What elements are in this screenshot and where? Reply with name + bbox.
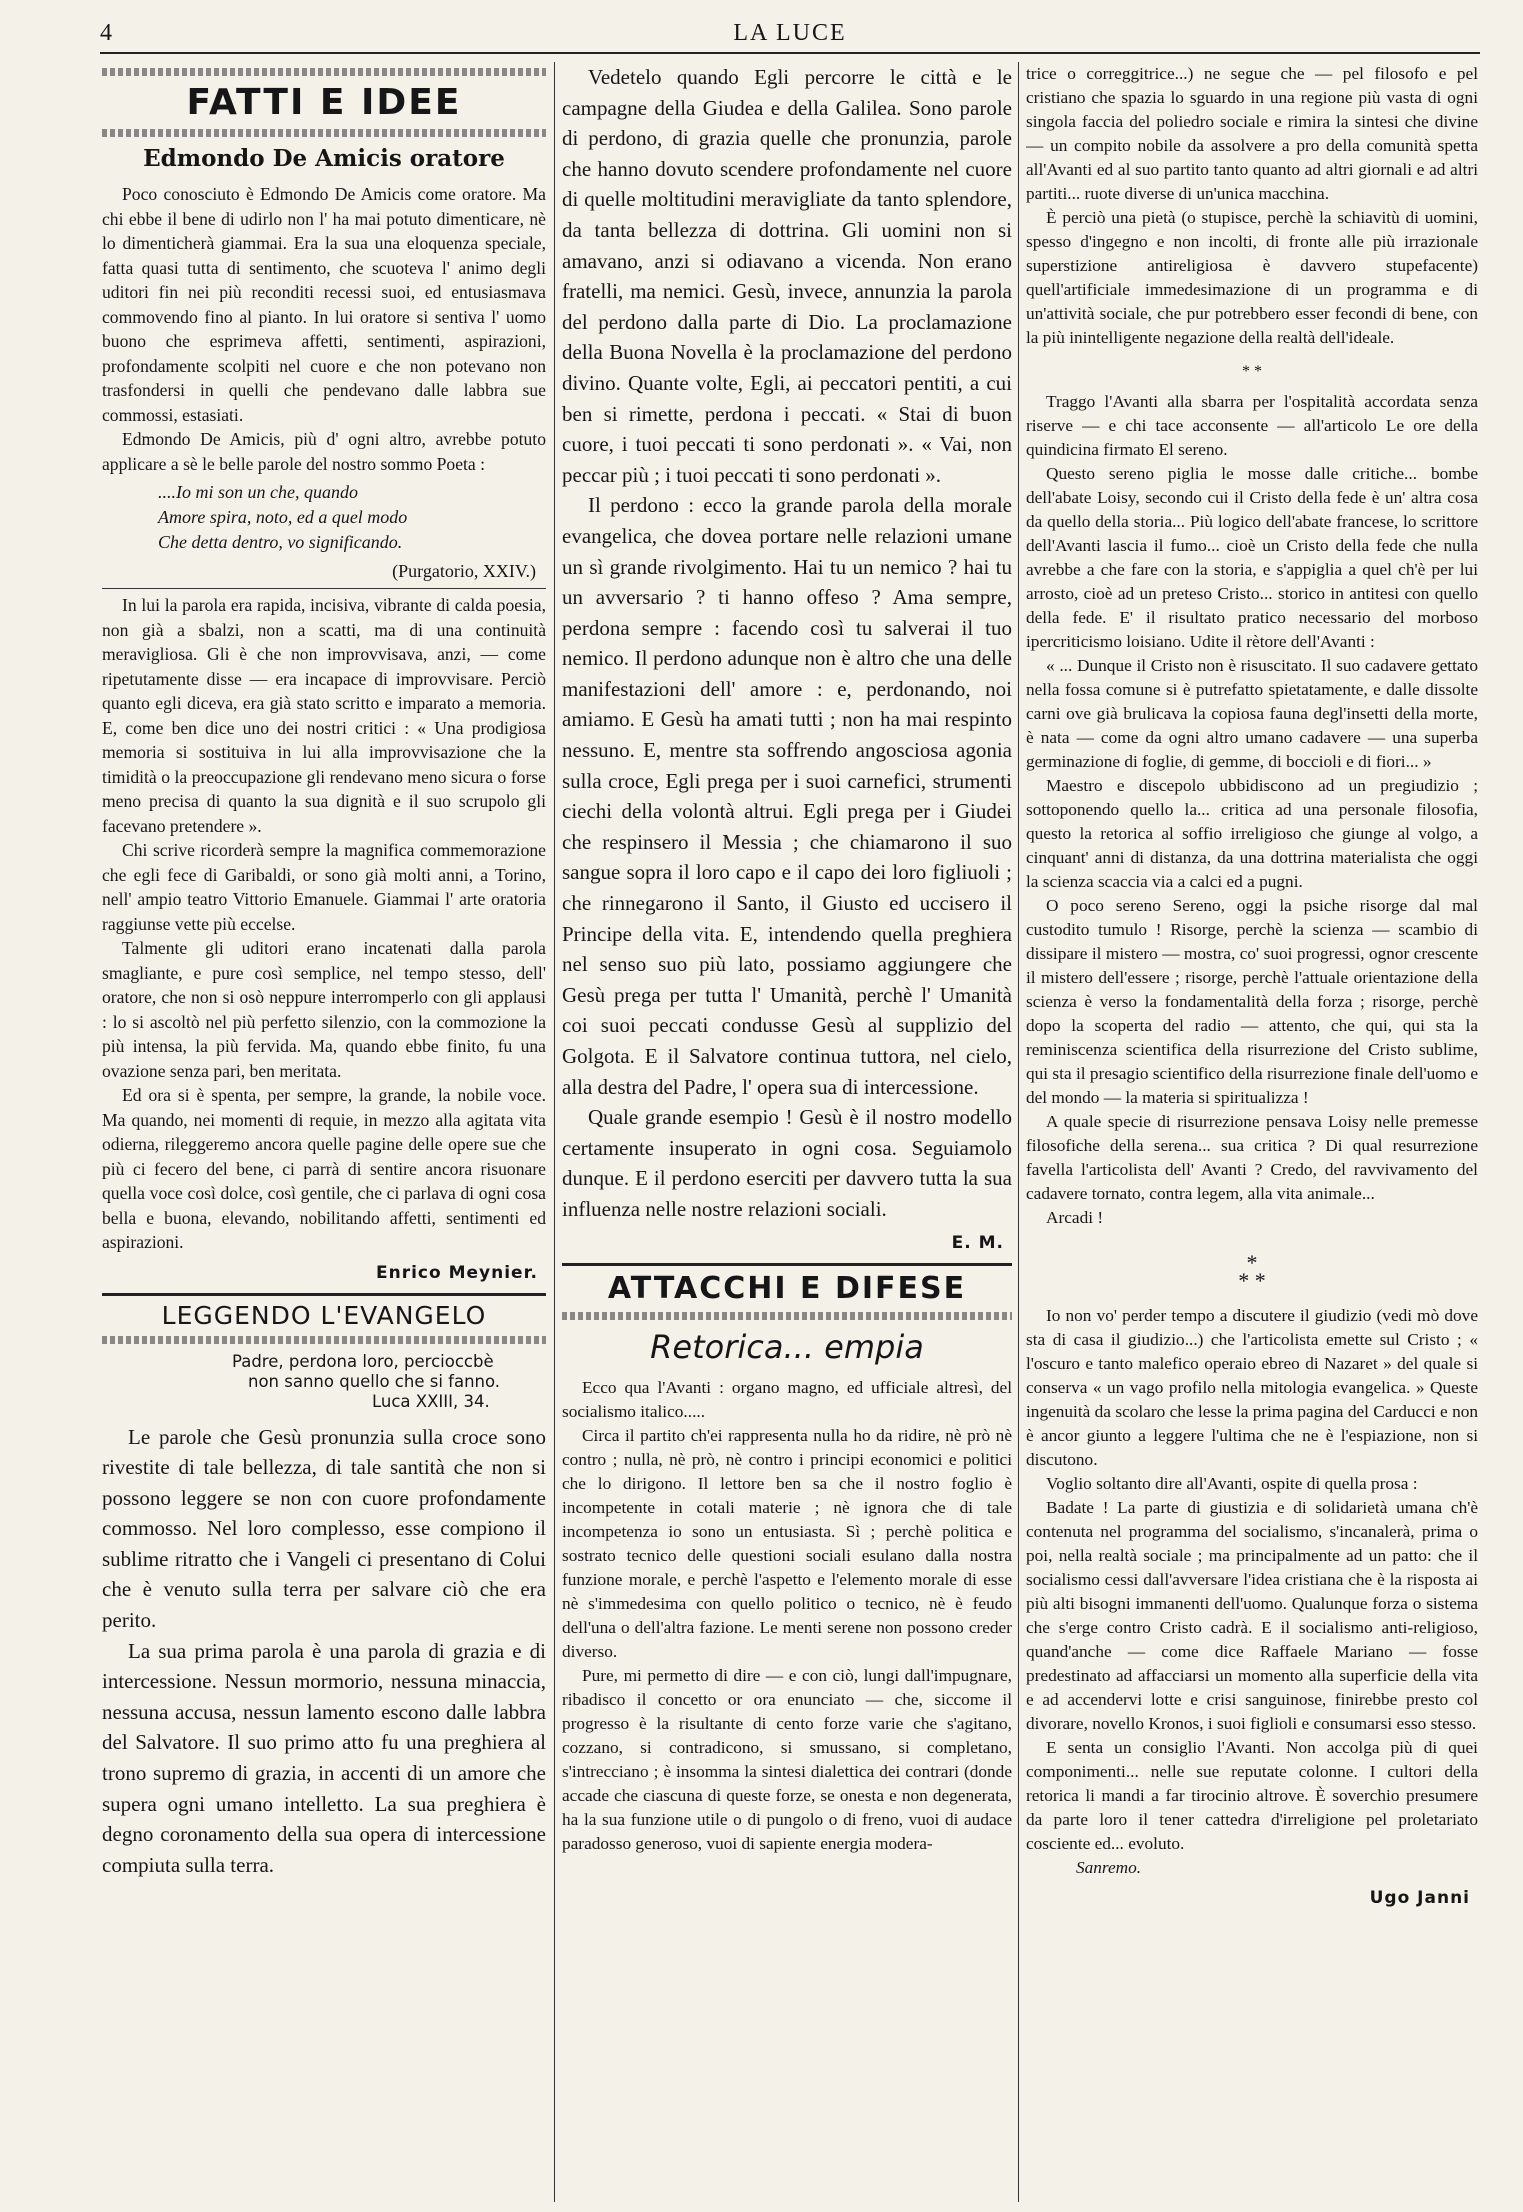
ornamental-rule [102,129,546,137]
section-title-attacchi-e-difese: ATTACCHI E DIFESE [607,1270,967,1306]
article-title: LEGGENDO L'EVANGELO [161,1300,487,1330]
divider [102,1293,546,1296]
verse-line: Amore spira, noto, ed a quel modo [158,507,408,527]
epigraph-line: Padre, perdona loro, percioccbè [232,1351,494,1371]
divider [102,588,546,589]
paragraph: Io non vo' perder tempo a discutere il giudizio (vedi mò dove sta di casa il giudizio...) che l'articolista emette sul Cristo ; « l'oscuro e tanto malefico operaio ebreo di Nazaret » del quale si conserva « un vago profilo nella mitologia evangelica. » Queste ingenuità da scolaro che lesse la prima pagina del Carducci e non è ancor giunto a leggere l'ultima che ne è l'espiazione, non si discutono. [1026,1306,1478,1469]
paragraph: Le parole che Gesù pronunzia sulla croce sono rivestite di tale bellezza, di tale santità che non si possono leggere se non con cuore profondamente commosso. Nel loro complesso, esse compiono il sublime ritratto che i Vangeli ci presentano di Colui che è venuto sulla terra per salvare ciò che era perito. [102,1424,546,1633]
paragraph: Circa il partito ch'ei rappresenta nulla ho da ridire, nè prò nè contro ; nulla, nè prò, nè contro i principi economici e politici che lo dirigono. Il lettore ben sa che il nostro foglio è incompetente in cotali materie ; nè ignora che di tale incompetenza io sono un entusiasta. Sì ; perchè politica e sostrato tecnico delle questioni sociali esulano dalla nostra funzione morale, e perchè l'aspetto e l'elemento morale di esse nè s'immedesima con quello politico o tecnico, nè è feudo dell'una o dell'altra fazione. Le menti serene non possono creder diverso. [562,1425,1012,1661]
star-bottom: * * [1238,1268,1266,1293]
page-header [100,18,1480,54]
article-title: Retorica... empia [650,1327,924,1366]
paragraph: In lui la parola era rapida, incisiva, vibrante di calda poesia, non già a sbalzi, non a scatti, ma di una continuità meravigliosa. Gli è che non improvvisava, anzi, — come ripetutamente disse — era incapace di improvvisare. Perciò quanto egli diceva, era già stato scritto e imparato a memoria. E, come ben dice uno dei nostri critici : « Una prodigiosa memoria si sostituiva in lui alla improvvisazione che la timidità o la preoccupazione gli rendevano meno sicura o forse meno precisa di quanto la sua dignità e il suo scrupolo gli facevano pretendere ». [102,595,546,836]
paragraph: O poco sereno Sereno, oggi la psiche risorge dal mal custodito tumulo ! Risorge, perchè la scienza — scambio di dissipare il mistero — mostra, co' suoi progressi, ognor crescente il mistero dell'essere ; risorge, perchè l'attuale orientazione della scienza è verso la fondamentalità della forza ; risorge, perchè dopo la scoperta del radio — attento, che qui, qui sta la reminiscenza scientifica della risurrezione del Cristo sublime, qui sta il presagio scientifico della risurrezione finale dell'uomo e del mondo — la materia si spiritualizza ! [1026,896,1478,1107]
paragraph: Edmondo De Amicis, più d' ogni altro, avrebbe potuto applicare a sè le belle parole del nostro sommo Poeta : [102,429,546,474]
epigraph [232,1352,546,1412]
article-body [562,62,1012,1225]
paragraph: trice o correggitrice...) ne segue che — pel filosofo e pel cristiano che spazia lo sguardo in una regione più vasta di ogni singola faccia del poliedro sociale e rimira la sintesi che divine — un compito nobile da assolvere a pro della comunità spetta all'Avanti ed al suo partito tanto quanto ad altri giornali e ad altri partiti... ruote diverse di un'unica macchina. [1026,64,1478,203]
article-signature: Enrico Meynier. [375,1262,538,1283]
verse-source: (Purgatorio, XXIV.) [392,561,536,581]
verse-line: ....Io mi son un che, quando [158,482,358,502]
paragraph: Ed ora si è spenta, per sempre, la grande, la nobile voce. Ma quando, nei momenti di requie, in mezzo alla agitata vita odierna, rileggeremo ancora quelle pagine delle opere sue che più ci fecero del bene, ci parrà di sentire ancora risuonare quella voce così dolce, così gentile, che ci parlava di ogni cosa bella e buona, elevando, nobilitando affetti, sentimenti ed aspirazioni. [102,1085,546,1252]
paragraph: Traggo l'Avanti alla sbarra per l'ospitalità accordata senza riserve — e chi tace acconsente — all'articolo Le ore della quindicina firmato El sereno. [1026,392,1478,459]
paragraph: È perciò una pietà (o stupisce, perchè la schiavitù di uomini, spesso d'ingegno e non incolti, di fronte alle più irrazionale superstizione antireligiosa è davvero stupefacente) quell'artificiale immedesimazione di un programma e di un'attività sociale, che pur potrebbero esser fecondi di bene, con la più inintelligente negazione della realtà dell'ideale. [1026,208,1478,347]
page-number: 4 [100,20,112,46]
paragraph: Pure, mi permetto di dire — e con ciò, lungi dall'impugnare, ribadisco il concetto or ora enunciato — che, siccome il progresso è la risultante di cento forze varie che s'agitano, cozzano, si contradicono, si smussano, si completano, s'intrecciano ; è insomma la sintesi dialettica dei contrari (donde accade che ciascuna di queste forze, se onesta e non degenerata, ha la sua funzione utile o di pungolo o di freno, vuoi di audace paradosso generoso, vuoi di sapiente energia modera- [562,1665,1012,1853]
column-3 [1026,62,1478,1918]
verse-quote [158,480,546,555]
column-1 [102,62,546,1880]
paragraph: Arcadi ! [1046,1208,1104,1227]
article-title: Edmondo De Amicis oratore [143,145,505,172]
paragraph: Badate ! La parte di giustizia e di solidarietà umana ch'è contenuta nel programma del socialismo, s'incanalerà, prima o poi, nella realtà sociale ; ma principalmente ad un patto: che il socialismo cessi dall'avversare l'idea cristiana che è la risposta ai più alti bisogni immanenti dell'uomo. Qualunque forza o sistema che s'erge contro Cristo cadrà. E il socialismo anti-religioso, quand'anche — come dice Raffaele Mariano — fosse predestinato ad affacciarsi un momento alla superficie della vita e ad accendervi lotte e crisi sanguinose, finirebbe presto col divorare, novello Kronos, i suoi figlioli e consumarsi esso stesso. [1026,1498,1478,1733]
ornamental-rule [562,1312,1012,1320]
paragraph: Voglio soltanto dire all'Avanti, ospite di quella prosa : [1046,1474,1418,1493]
article-signature: E. M. [951,1232,1004,1253]
paragraph: Poco conosciuto è Edmondo De Amicis come oratore. Ma chi ebbe il bene di udirlo non l' ha mai potuto dimenticare, nè lo dimenticherà giammai. Era la sua una eloquenza speciale, fatta quasi tutta di sentimento, che scuoteva l' animo degli uditori fin nei più reconditi recessi suoi, ed entusiasmava commovendo fino al pianto. In lui oratore si sentiva l' uomo buono che esprimeva affetti, sentimenti, aspirazioni, profondamente scolpiti nel cuore e che non potevano non trasfondersi in quelli che pendevano dalle labbra sue commossi, estasiati. [102,184,546,425]
paragraph: Maestro e discepolo ubbidiscono ad un pregiudizio ; sottoponendo quello la... critica ad una personale filosofia, questo la retorica al soffio irreligioso che giunge al volgo, a cinquant' anni di distanza, da una dottrina materialista che oggi la scienza scaccia via a calci ed a pugni. [1026,776,1478,891]
star-top: * [1246,1250,1258,1275]
ornamental-rule [102,1336,546,1344]
article-body [102,1422,546,1881]
section-title-fatti-e-idee: FATTI E IDEE [186,82,462,123]
paragraph: La sua prima parola è una parola di grazia e di intercessione. Nessun mormorio, nessuna minaccia, nessuna accusa, nessun lamento escono dalle labbra del Salvatore. Il suo primo atto fu una preghiera al trono supremo di grazia, in accenti di un amore che supera ogni umano intelletto. La sua preghiera è degno coronamento della sua opera di intercessione compiuta sulla terra. [102,1638,546,1877]
epigraph-source: Luca XXIII, 34. [372,1391,490,1411]
paragraph: Quale grande esempio ! Gesù è il nostro modello certamente insuperato in ogni cosa. Seguiamolo dunque. E il perdono eserciti per davvero tutta la sua influenza nelle nostre relazioni sociali. [562,1105,1012,1221]
paragraph: Chi scrive ricorderà sempre la magnifica commemorazione che egli fece di Garibaldi, or sono già molti anni, a Torino, nell' ampio teatro Vittorio Emanuele. Giammai l' arte oratoria raggiunse vette più eccelse. [102,840,546,934]
newspaper-name: LA LUCE [733,20,847,46]
verse-line: Che detta dentro, vo significando. [158,532,403,552]
column-divider [554,62,555,2202]
paragraph: Il perdono : ecco la grande parola della morale evangelica, che dovea portare nelle relazioni umane un sì grande rivolgimento. Hai tu un nemico ? hai tu un avversario ? ti hanno offeso ? Ama sempre, perdona sempre : facendo così tu salverai il tuo nemico. Il perdono adunque non è altro che una delle manifestazioni dell' amore : e, perdonando, noi amiamo. E Gesù ha amati tutti ; non ha mai respinto nessuno. E, mentre sta soffrendo angosciosa agonia sulla croce, Egli prega per i suoi carnefici, strumenti ciechi della volontà altrui. Egli prega per i Giudei che respinsero il Messia ; che chiamarono il suo sangue sopra il loro capo e il capo dei loro figliuoli ; che rinnegarono il Santo, il Giusto ed uccisero il Principe della vita. E, intendendo quella preghiera nel senso suo più lato, possiamo aggiungere che Gesù prega per tutta l' Umanità, perchè l' Umanità coi suoi peccati condusse Gesù al supplizio del Golgota. E il Salvatore continua tuttora, nel cielo, alla destra del Padre, l' opera sua di intercessione. [562,493,1012,1099]
column-divider [1018,62,1019,2202]
article-body [102,182,546,1255]
column-2 [562,62,1012,1856]
section-break-stars: * * [1242,363,1262,380]
paragraph: A quale specie di risurrezione pensava Loisy nelle premesse filosofiche della serena... sua critica ? Di qual resurrezione favella l'articolista dell' Avanti ? Credo, del ravvivamento del cadavere tornato, contra legem, alla vita animale... [1026,1112,1478,1203]
article-body [562,1376,1012,1856]
paragraph: E senta un consiglio l'Avanti. Non accolga più di quei componimenti... nelle sue reputate colonne. I cultori della retorica li mandi a far tirocinio altrove. È soverchio presumere da parte loro il tener cattedra d'irreligione pel proletariato cosciente ed... evoluto. [1026,1738,1478,1853]
ornamental-rule [102,68,546,76]
section-break-stars [1026,1250,1478,1293]
paragraph: Ecco qua l'Avanti : organo magno, ed ufficiale altresì, del socialismo italico..... [562,1377,1012,1421]
paragraph: « ... Dunque il Cristo non è risuscitato. Il suo cadavere gettato nella fossa comune si è putrefatto spietatamente, e dalle dissolte carni ove già brulicava la copiosa fauna degl'insetti della morte, è nata — come da ogni altro umano cadavere — una superba germinazione di foglie, di gemme, di boccioli e di fiori... » [1026,656,1478,771]
paragraph: Talmente gli uditori erano incatenati dalla parola smagliante, e pure così semplice, nel tempo stesso, dell' oratore, che non si osò neppure interromperlo con gli applausi : lo si ascoltò nel più perfetto silenzio, con la commozione la più intensa, la più fervida. Ma, quando ebbe finito, fu una ovazione senza pari, ben meritata. [102,938,546,1081]
paragraph: Questo sereno piglia le mosse dalle critiche... bombe dell'abate Loisy, secondo cui il Cristo della fede è un' altra cosa da quello della storia... Più logico dell'abate francese, lo scrittore dell'Avanti lascia il fumo... cioè un Cristo della fede che nulla avrebbe a che fare con la storia, e s'appiglia a quel ch'è per lui arrosto, cioè ad un preteso Cristo... storico in antitesi con quello della fede. E' il risultato pratico necessario del morboso ipercriticismo loisiano. Udite il rètore dell'Avanti : [1026,464,1478,651]
dateline-place: Sanremo. [1076,1858,1142,1877]
epigraph-line: non sanno quello che si fanno. [248,1371,501,1391]
divider [562,1263,1012,1266]
paragraph: Vedetelo quando Egli percorre le città e le campagne della Giudea e della Galilea. Sono parole di perdono, di grazia quelle che pronunzia, parole che hanno dovuto scendere profondamente nel cuore di quelle moltitudini meravigliate da tanto splendore, da tanta bellezza di dottrina. Gli uomini non si amavano, anzi si odiavano a vicenda. Non erano fratelli, ma nemici. Gesù, invece, annunzia la parola del perdono dalla parte di Dio. La proclamazione della Buona Novella è la proclamazione del perdono divino. Quante volte, Egli, ai peccatori pentiti, a cui ben si rimette, perdona i peccati. « Stai di buon cuore, i tuoi peccati ti sono perdonati ». « Vai, non peccar più ; i tuoi peccati ti sono perdonati ». [562,65,1012,487]
article-signature: Ugo Janni [1369,1888,1470,1908]
